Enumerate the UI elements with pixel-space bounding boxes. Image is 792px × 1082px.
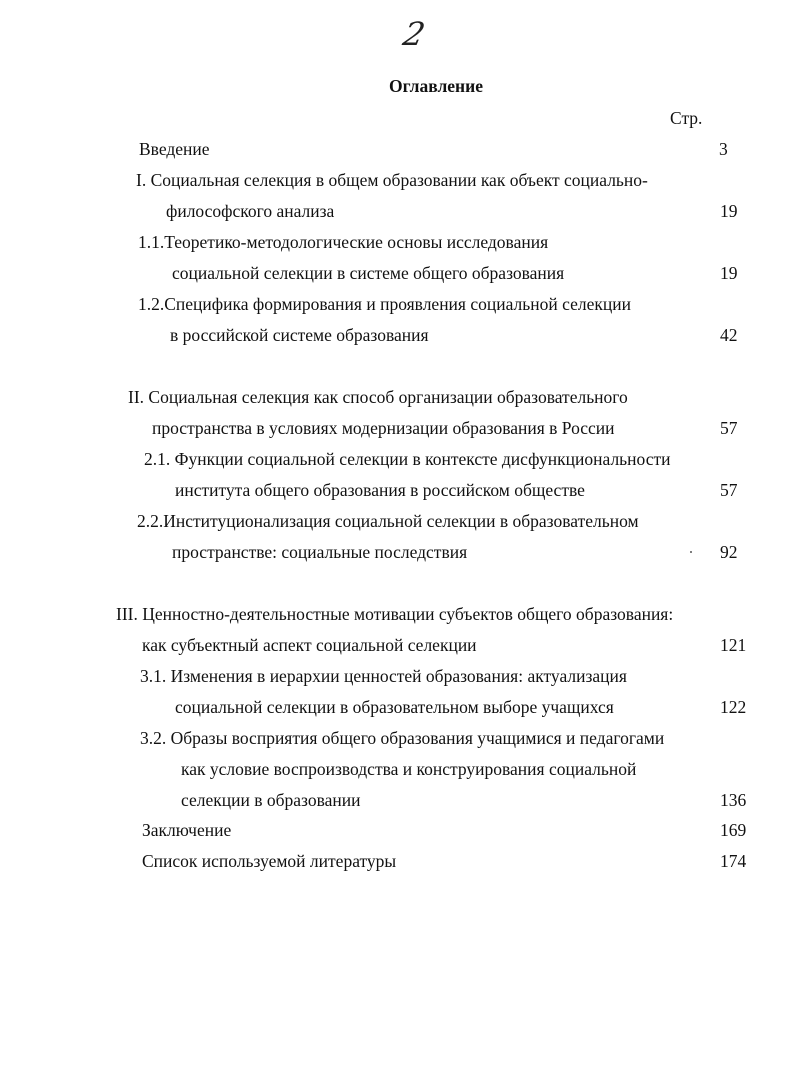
toc-entry-chapter-1: I. Социальная селекция в общем образовании как объект социально-: [136, 170, 648, 190]
toc-entry-chapter-2: II. Социальная селекция как способ организации образовательного: [128, 387, 628, 407]
toc-page-conclusion: 169: [720, 820, 747, 840]
toc-entry-section-2-2: 2.2.Институционализация социальной селекции в образовательном: [137, 511, 639, 531]
toc-page-intro: 3: [719, 139, 728, 159]
toc-page-chapter-2: 57: [720, 418, 738, 438]
toc-page-section-2-1: 57: [720, 480, 738, 500]
toc-entry-section-1-2-cont: в российской системе образования: [170, 325, 429, 345]
toc-entry-chapter-3: III. Ценностно-деятельностные мотивации субъектов общего образования:: [116, 604, 674, 624]
toc-page-section-1-1: 19: [720, 263, 738, 283]
toc-entry-section-2-1-cont: института общего образования в российском обществе: [175, 480, 585, 500]
toc-page-section-3-2: 136: [720, 790, 747, 810]
toc-entry-section-3-1-cont: социальной селекции в образовательном выборе учащихся: [175, 697, 614, 717]
toc-entry-section-2-2-cont: пространстве: социальные последствия: [172, 542, 468, 562]
toc-page-section-3-1: 122: [720, 697, 747, 717]
toc-page-chapter-1: 19: [720, 201, 738, 221]
pages-column-header: Стр.: [670, 108, 703, 128]
toc-entry-conclusion: Заключение: [142, 820, 232, 840]
toc-entry-chapter-2-cont: пространства в условиях модернизации образования в России: [152, 418, 615, 438]
toc-page-section-1-2: 42: [720, 325, 738, 345]
toc-entry-chapter-1-cont: философского анализа: [166, 201, 335, 221]
toc-entry-section-3-2-cont: как условие воспроизводства и конструирования социальной: [181, 759, 637, 779]
toc-page-section-2-2: 92: [720, 542, 738, 562]
toc-entry-intro: Введение: [139, 139, 210, 159]
toc-page-bibliography: 174: [720, 851, 747, 871]
handwritten-page-number: 2: [399, 15, 429, 53]
toc-entry-chapter-3-cont: как субъектный аспект социальной селекции: [142, 635, 477, 655]
toc-entry-section-3-2-cont2: селекции в образовании: [181, 790, 361, 810]
toc-entry-section-2-1: 2.1. Функции социальной селекции в контексте дисфункциональности: [144, 449, 671, 469]
toc-entry-section-3-1: 3.1. Изменения в иерархии ценностей образования: актуализация: [140, 666, 627, 686]
toc-entry-bibliography: Список используемой литературы: [142, 851, 397, 871]
scan-speck: [690, 551, 692, 553]
toc-entry-section-1-1: 1.1.Теоретико-методологические основы исследования: [138, 232, 549, 252]
toc-entry-section-1-2: 1.2.Специфика формирования и проявления социальной селекции: [138, 294, 631, 314]
toc-entry-section-1-1-cont: социальной селекции в системе общего образования: [172, 263, 565, 283]
toc-page-chapter-3: 121: [720, 635, 747, 655]
toc-entry-section-3-2: 3.2. Образы восприятия общего образования учащимися и педагогами: [140, 728, 665, 748]
toc-title: Оглавление: [389, 76, 483, 96]
